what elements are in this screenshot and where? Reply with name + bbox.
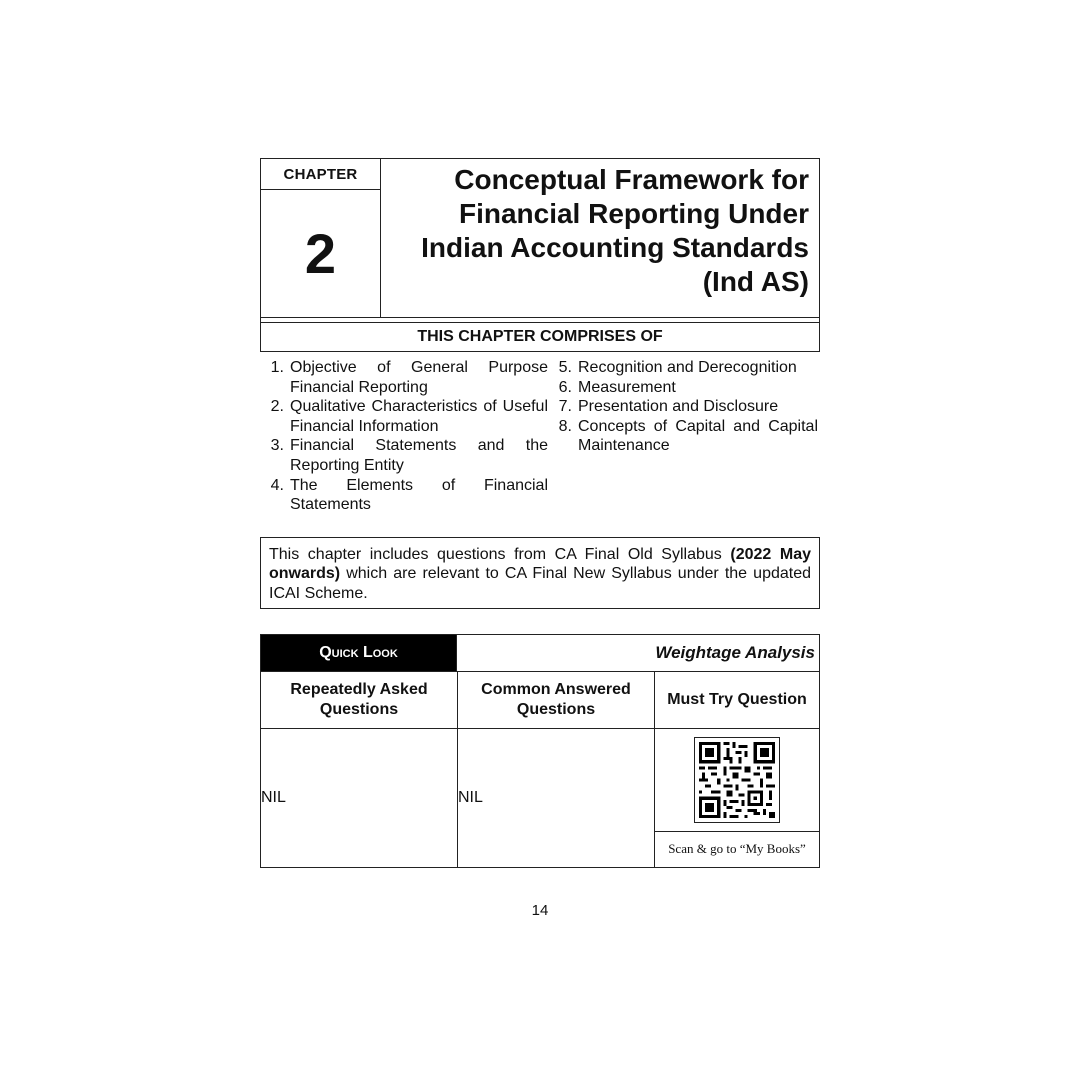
syllabus-note bbox=[260, 537, 820, 609]
header-common-answered: Common Answered Questions bbox=[458, 672, 655, 728]
quick-look-header-row bbox=[261, 635, 819, 672]
page-number: 14 bbox=[531, 902, 549, 919]
list-item bbox=[548, 397, 818, 417]
cell-repeatedly-asked bbox=[261, 729, 458, 867]
chapter-page bbox=[260, 158, 820, 868]
chapter-title bbox=[389, 163, 809, 299]
chapter-title-line: Financial Reporting Under bbox=[458, 198, 809, 229]
qr-code-graphic bbox=[699, 742, 775, 818]
qr-code-icon[interactable] bbox=[694, 737, 780, 823]
weightage-analysis-label: Weightage Analysis bbox=[655, 642, 815, 662]
list-item bbox=[548, 358, 818, 378]
comprises-list-right bbox=[548, 358, 818, 515]
list-item-text: Measurement bbox=[578, 378, 676, 396]
header-repeatedly-asked: Repeatedly Asked Questions bbox=[261, 672, 458, 728]
list-item-text: Presentation and Disclosure bbox=[578, 398, 779, 416]
list-item-text: Financial Statements and the Reporting Entity bbox=[290, 437, 548, 474]
comprises-lists bbox=[260, 352, 820, 515]
nil-value: NIL bbox=[261, 788, 286, 806]
comprises-heading: THIS CHAPTER COMPRISES OF bbox=[261, 322, 819, 351]
nil-value: NIL bbox=[458, 788, 483, 806]
quick-look-body-row bbox=[261, 729, 819, 867]
list-item-number: 7. bbox=[558, 398, 572, 416]
note-bold-text: (2022 May onwards) bbox=[269, 545, 811, 583]
chapter-label: CHAPTER bbox=[261, 159, 380, 190]
quick-look-table bbox=[260, 634, 820, 868]
list-item-text: The Elements of Financial Statements bbox=[290, 476, 548, 514]
list-item bbox=[548, 378, 818, 398]
qr-caption: Scan & go to “My Books” bbox=[668, 841, 806, 857]
quick-look-column-headers bbox=[261, 672, 819, 729]
list-item-number: 2. bbox=[270, 398, 284, 416]
list-item-number: 4. bbox=[270, 476, 284, 494]
note-text: This chapter includes questions from CA Final Old Syllabus bbox=[269, 545, 731, 563]
cell-must-try bbox=[655, 729, 819, 867]
comprises-bar bbox=[260, 318, 820, 352]
list-item-number: 5. bbox=[558, 359, 572, 376]
chapter-box bbox=[261, 159, 381, 317]
chapter-title-line: Conceptual Framework for bbox=[454, 164, 809, 195]
list-item-number: 8. bbox=[558, 417, 572, 435]
list-item bbox=[260, 397, 548, 436]
list-item bbox=[260, 358, 548, 397]
list-item-text: Qualitative Characteristics of Useful Financial Information bbox=[290, 398, 548, 435]
list-item-text: Concepts of Capital and Capital Maintenance bbox=[578, 417, 818, 455]
list-item bbox=[260, 476, 548, 515]
list-item-text: Recognition and Derecognition bbox=[578, 359, 797, 376]
chapter-header bbox=[260, 158, 820, 318]
list-item-number: 1. bbox=[270, 359, 284, 376]
list-item bbox=[548, 417, 818, 456]
qr-area bbox=[655, 729, 819, 832]
header-must-try: Must Try Question bbox=[667, 690, 807, 708]
list-item-text: Objective of General Purpose Financial Reporting bbox=[290, 359, 548, 396]
list-item bbox=[260, 436, 548, 475]
chapter-title-line: Indian Accounting Standards bbox=[421, 232, 809, 263]
chapter-number: 2 bbox=[304, 222, 337, 285]
comprises-list-left bbox=[260, 358, 548, 515]
list-item-number: 3. bbox=[270, 437, 284, 455]
cell-common-answered bbox=[458, 729, 655, 867]
quick-look-label-text: Quick Look bbox=[319, 643, 398, 661]
quick-look-label bbox=[261, 635, 457, 671]
note-text: which are relevant to CA Final New Syllabus under the updated ICAI Scheme. bbox=[269, 565, 811, 602]
chapter-title-line: (Ind AS) bbox=[702, 266, 809, 297]
list-item-number: 6. bbox=[558, 378, 572, 396]
